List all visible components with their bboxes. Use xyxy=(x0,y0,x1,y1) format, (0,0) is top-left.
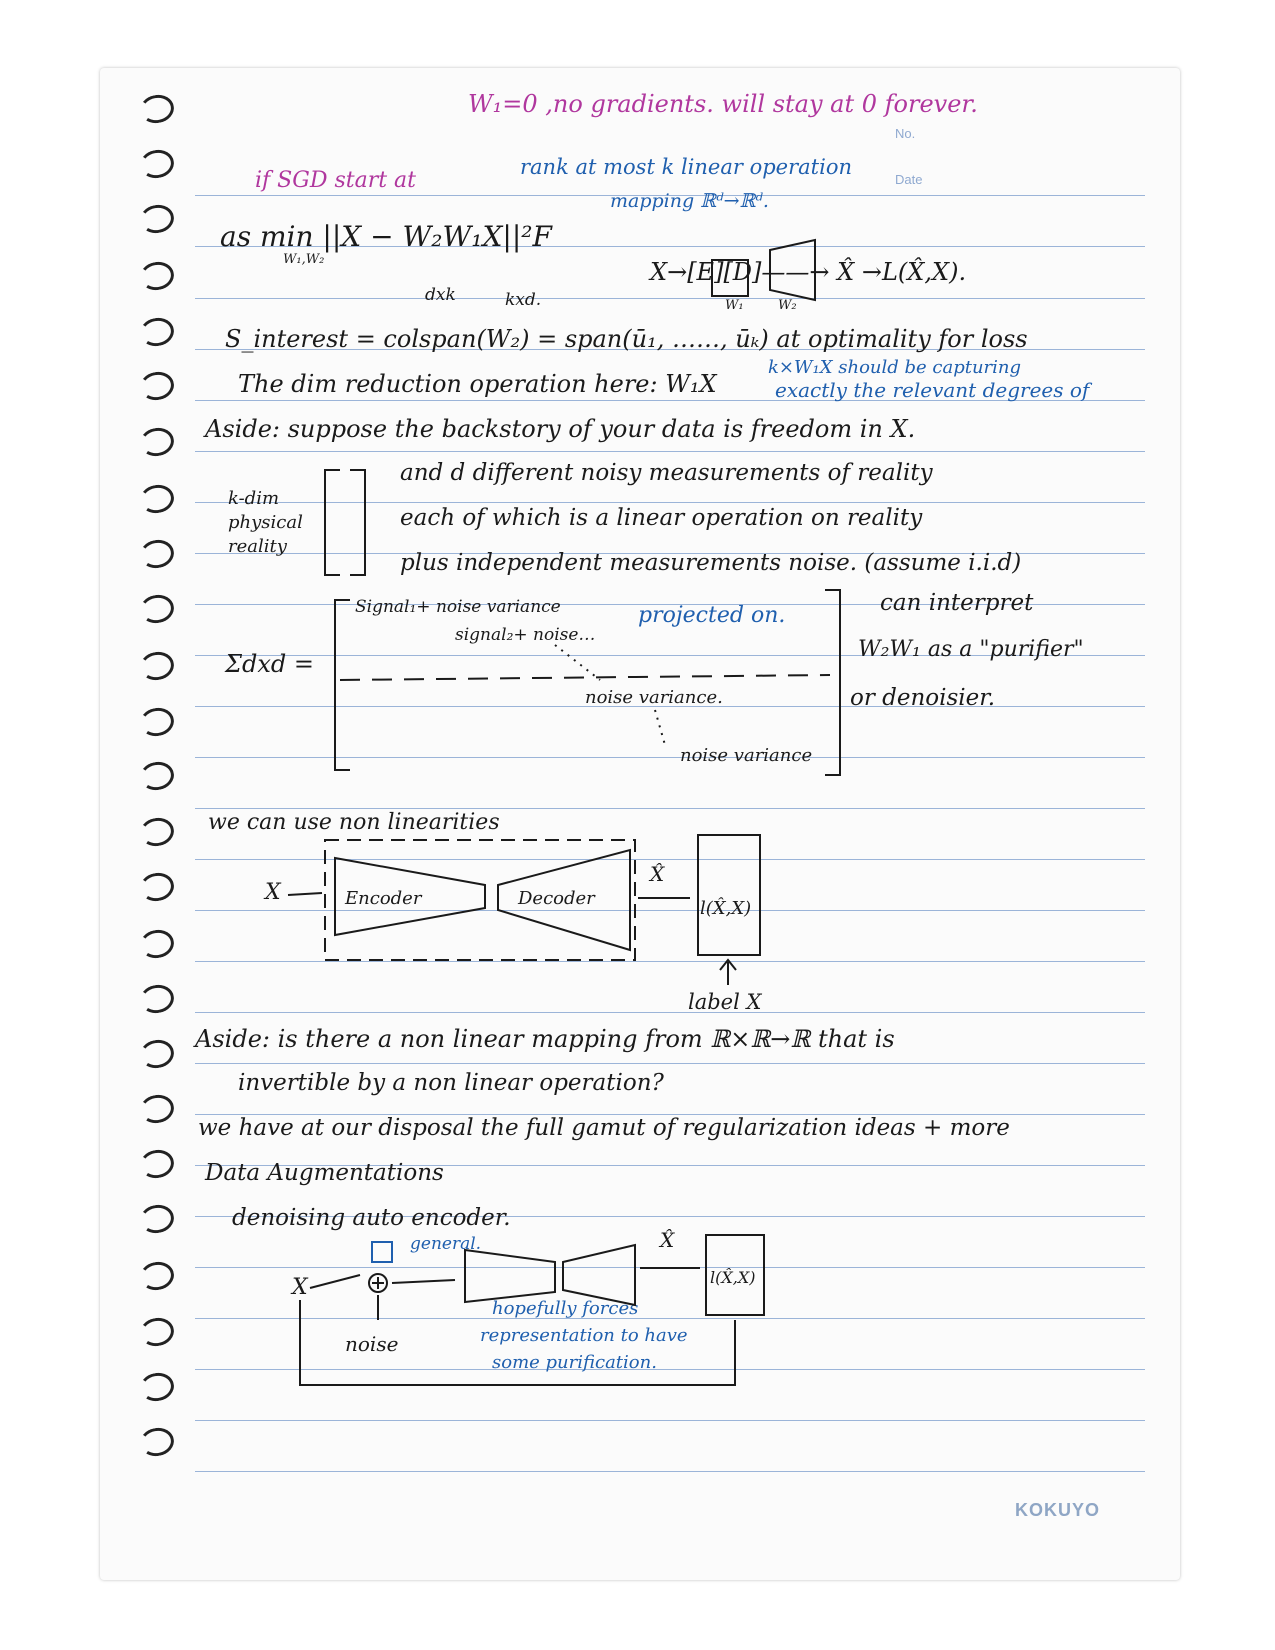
label-arrow xyxy=(720,960,736,985)
objective: as min ||X − W₂W₁X||²F xyxy=(220,220,552,253)
reality-bracket-left xyxy=(325,470,340,575)
dots-1 xyxy=(555,645,600,680)
dae-line: denoising auto encoder. xyxy=(232,1205,511,1231)
noise-variance-2: noise variance xyxy=(680,745,813,766)
loss-label: l(X̂,X) xyxy=(700,898,752,919)
e-box xyxy=(712,260,748,296)
noise-label: noise xyxy=(345,1332,399,1356)
nn-dashed-box xyxy=(325,840,635,960)
matrix-divider xyxy=(340,675,830,680)
top-pink-note: W₁=0 ,no gradients. will stay at 0 forever. xyxy=(468,90,978,118)
encoder-shape xyxy=(335,858,485,935)
x-hat-label: X̂ xyxy=(650,862,665,886)
gamut-line: we have at our disposal the full gamut of regularization ideas + more xyxy=(198,1115,1010,1141)
general-note: general. xyxy=(410,1234,482,1254)
aside-2b: invertible by a non linear operation? xyxy=(238,1070,664,1096)
s-interest-line: S_interest = colspan(W₂) = span(ū₁, ……, ūₖ) at optimality for loss xyxy=(225,325,1028,353)
hope-3: some purification. xyxy=(492,1352,657,1373)
d-trapezoid xyxy=(770,240,815,300)
signal-noise-1: Signal₁+ noise variance xyxy=(355,597,561,617)
blue-note-2: exactly the relevant degrees of xyxy=(775,378,1090,402)
objective-subscript: W₁,W₂ xyxy=(283,252,325,267)
mapping-note: mapping ℝᵈ→ℝᵈ. xyxy=(610,190,769,212)
aside-1: Aside: suppose the backstory of your data is freedom in X. xyxy=(205,415,916,443)
dae-loss-box xyxy=(706,1235,764,1315)
no-label: No. xyxy=(895,126,916,141)
hope-1: hopefully forces xyxy=(492,1298,639,1319)
nonlinearities-line: we can use non linearities xyxy=(208,810,500,835)
ed-pipeline: X→[E][D]——→ X̂ →L(X̂,X). xyxy=(650,258,967,286)
projected-note: projected on. xyxy=(638,603,786,628)
data-augmentations: Data Augmentations xyxy=(205,1160,444,1186)
kdim-label: k-dim xyxy=(228,488,280,509)
reality-label: reality xyxy=(228,536,287,557)
interpret-2: W₂W₁ as a "purifier" xyxy=(858,637,1084,662)
dots-2 xyxy=(655,710,665,745)
x-input: X xyxy=(265,880,281,905)
noise-variance-1: noise variance. xyxy=(585,687,723,708)
physical-label: physical xyxy=(228,512,303,533)
noisy-line-2: each of which is a linear operation on reality xyxy=(400,505,923,531)
w2-label: W₂ xyxy=(778,298,797,313)
rank-note: rank at most k linear operation xyxy=(520,155,852,179)
hope-2: representation to have xyxy=(480,1325,688,1346)
kxd-label: kxd. xyxy=(505,290,542,310)
general-box xyxy=(372,1242,392,1262)
matrix-bracket-right xyxy=(825,590,840,775)
aside-2a: Aside: is there a non linear mapping from ℝ×ℝ→ℝ that is xyxy=(195,1025,895,1053)
matrix-bracket-left xyxy=(335,600,350,770)
dxk-label: dxk xyxy=(425,285,456,305)
interpret-1: can interpret xyxy=(880,590,1034,616)
signal-noise-2: signal₂+ noise… xyxy=(455,625,596,645)
reality-bracket-right xyxy=(350,470,365,575)
brand-logo: KOKUYO xyxy=(1015,1500,1101,1520)
dae-feedback xyxy=(300,1300,735,1385)
decoder-label: Decoder xyxy=(518,888,595,909)
noisy-line-3: plus independent measurements noise. (assume i.i.d) xyxy=(400,550,1022,576)
noisy-line-1: and d different noisy measurements of reality xyxy=(400,460,933,486)
blue-note-1: k×W₁X should be capturing xyxy=(768,357,1022,378)
x-input-2: X xyxy=(292,1275,308,1300)
dae-decoder xyxy=(563,1245,635,1305)
dae-encoder xyxy=(465,1250,555,1302)
dae-arrow-mid xyxy=(392,1280,455,1283)
sigma-label: Σdxd = xyxy=(225,650,314,678)
loss-label-2: l(X̂,X) xyxy=(710,1268,756,1287)
sgd-start-note: if SGD start at xyxy=(255,168,417,193)
x-hat-label-2: X̂ xyxy=(660,1228,675,1252)
date-label: Date xyxy=(895,172,923,187)
arrow-in xyxy=(288,893,322,895)
decoder-shape xyxy=(498,850,630,950)
loss-box xyxy=(698,835,760,955)
label-x: label X xyxy=(688,990,762,1014)
dimred-line: The dim reduction operation here: W₁X xyxy=(238,370,717,398)
encoder-label: Encoder xyxy=(345,888,422,909)
interpret-3: or denoisier. xyxy=(850,685,996,711)
dae-arrow-in xyxy=(310,1275,360,1288)
w1-label: W₁ xyxy=(725,298,744,313)
